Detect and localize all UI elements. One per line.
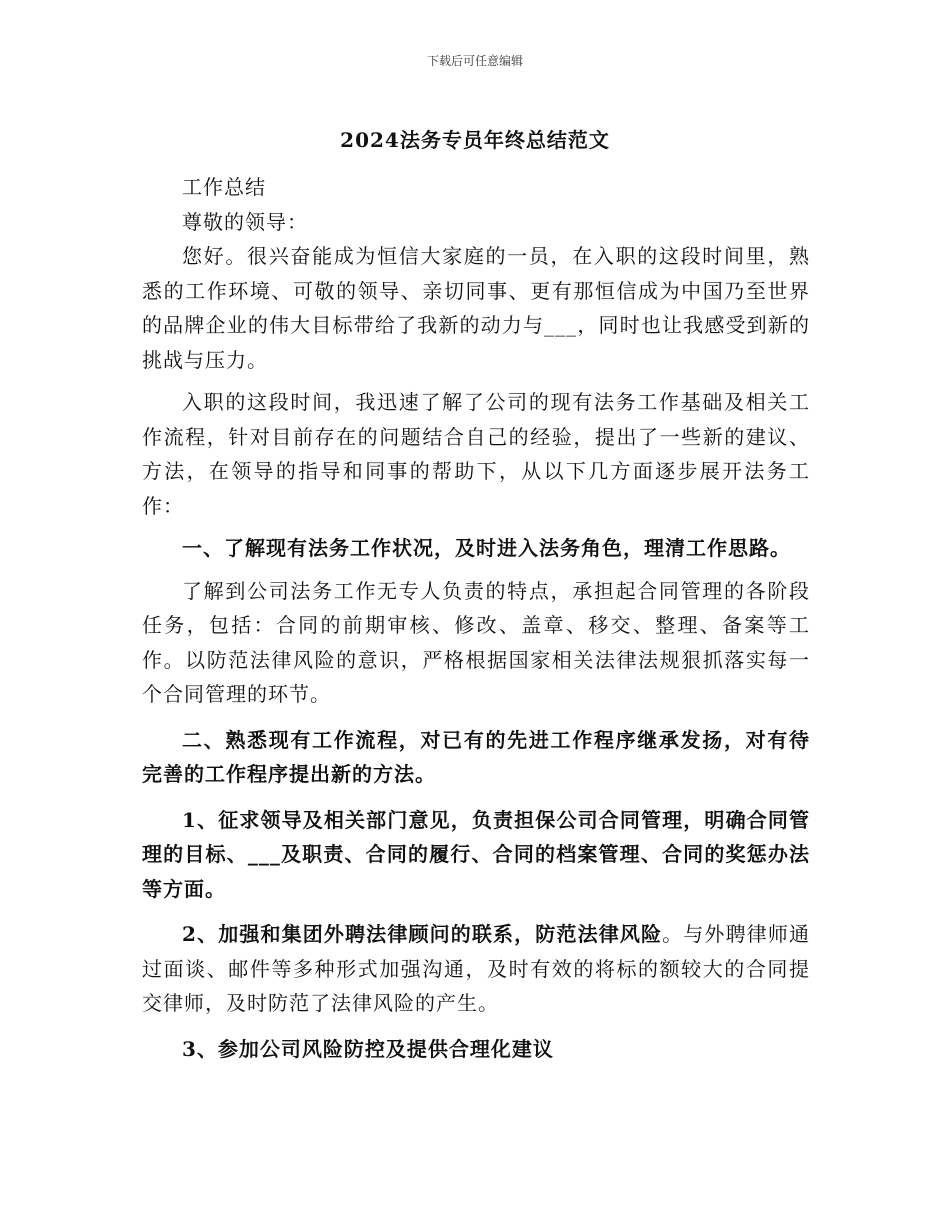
document-body xyxy=(142,170,810,1066)
paragraph-overview: 入职的这段时间，我迅速了解了公司的现有法务工作基础及相关工作流程，针对目前存在的问题结合自己的经验，提出了一些新的建议、方法，在领导的指导和同事的帮助下，从以下几方面逐步展开法务工作： xyxy=(142,390,810,518)
heading-item-1: 1、征求领导及相关部门意见，负责担保公司合同管理，明确合同管理的目标、___及职责、合同的履行、合同的档案管理、合同的奖惩办法等方面。 xyxy=(142,807,810,901)
paragraph-intro: 您好。很兴奋能成为恒信大家庭的一员，在入职的这段时间里，熟悉的工作环境、可敬的领导、亲切同事、更有那恒信成为中国乃至世界的品牌企业的伟大目标带给了我新的动力与___，同时也让我感受到新的挑战与压力。 xyxy=(142,244,810,372)
document-title: 2024法务专员年终总结范文 xyxy=(340,128,610,152)
item-2-text: 。与外聘律师通过面谈、邮件等多种形式加强沟通，及时有效的将标的额较大的合同提交律师，及时防范了法律风险的产生。 xyxy=(142,922,810,1015)
section-label: 工作总结 xyxy=(182,175,266,199)
salutation: 尊敬的领导： xyxy=(182,209,308,234)
heading-section-2: 二、熟悉现有工作流程，对已有的先进工作程序继承发扬，对有待完善的工作程序提出新的方法。 xyxy=(142,727,810,786)
header-note: 下载后可任意编辑 xyxy=(426,54,523,68)
paragraph-section-1: 了解到公司法务工作无专人负责的特点，承担起合同管理的各阶段任务，包括：合同的前期审核、修改、盖章、移交、整理、备案等工作。以防范法律风险的意识，严格根据国家相关法律法规狠抓落实每一个合同管理的环节。 xyxy=(142,578,810,706)
heading-item-3: 3、参加公司风险防控及提供合理化建议 xyxy=(182,1036,554,1061)
heading-section-1: 一、了解现有法务工作状况，及时进入法务角色，理清工作思路。 xyxy=(182,536,791,560)
item-2-heading: 2、加强和集团外聘法律顾问的联系，防范法律风险 xyxy=(182,922,663,946)
paragraph-item-2 xyxy=(142,917,810,1021)
